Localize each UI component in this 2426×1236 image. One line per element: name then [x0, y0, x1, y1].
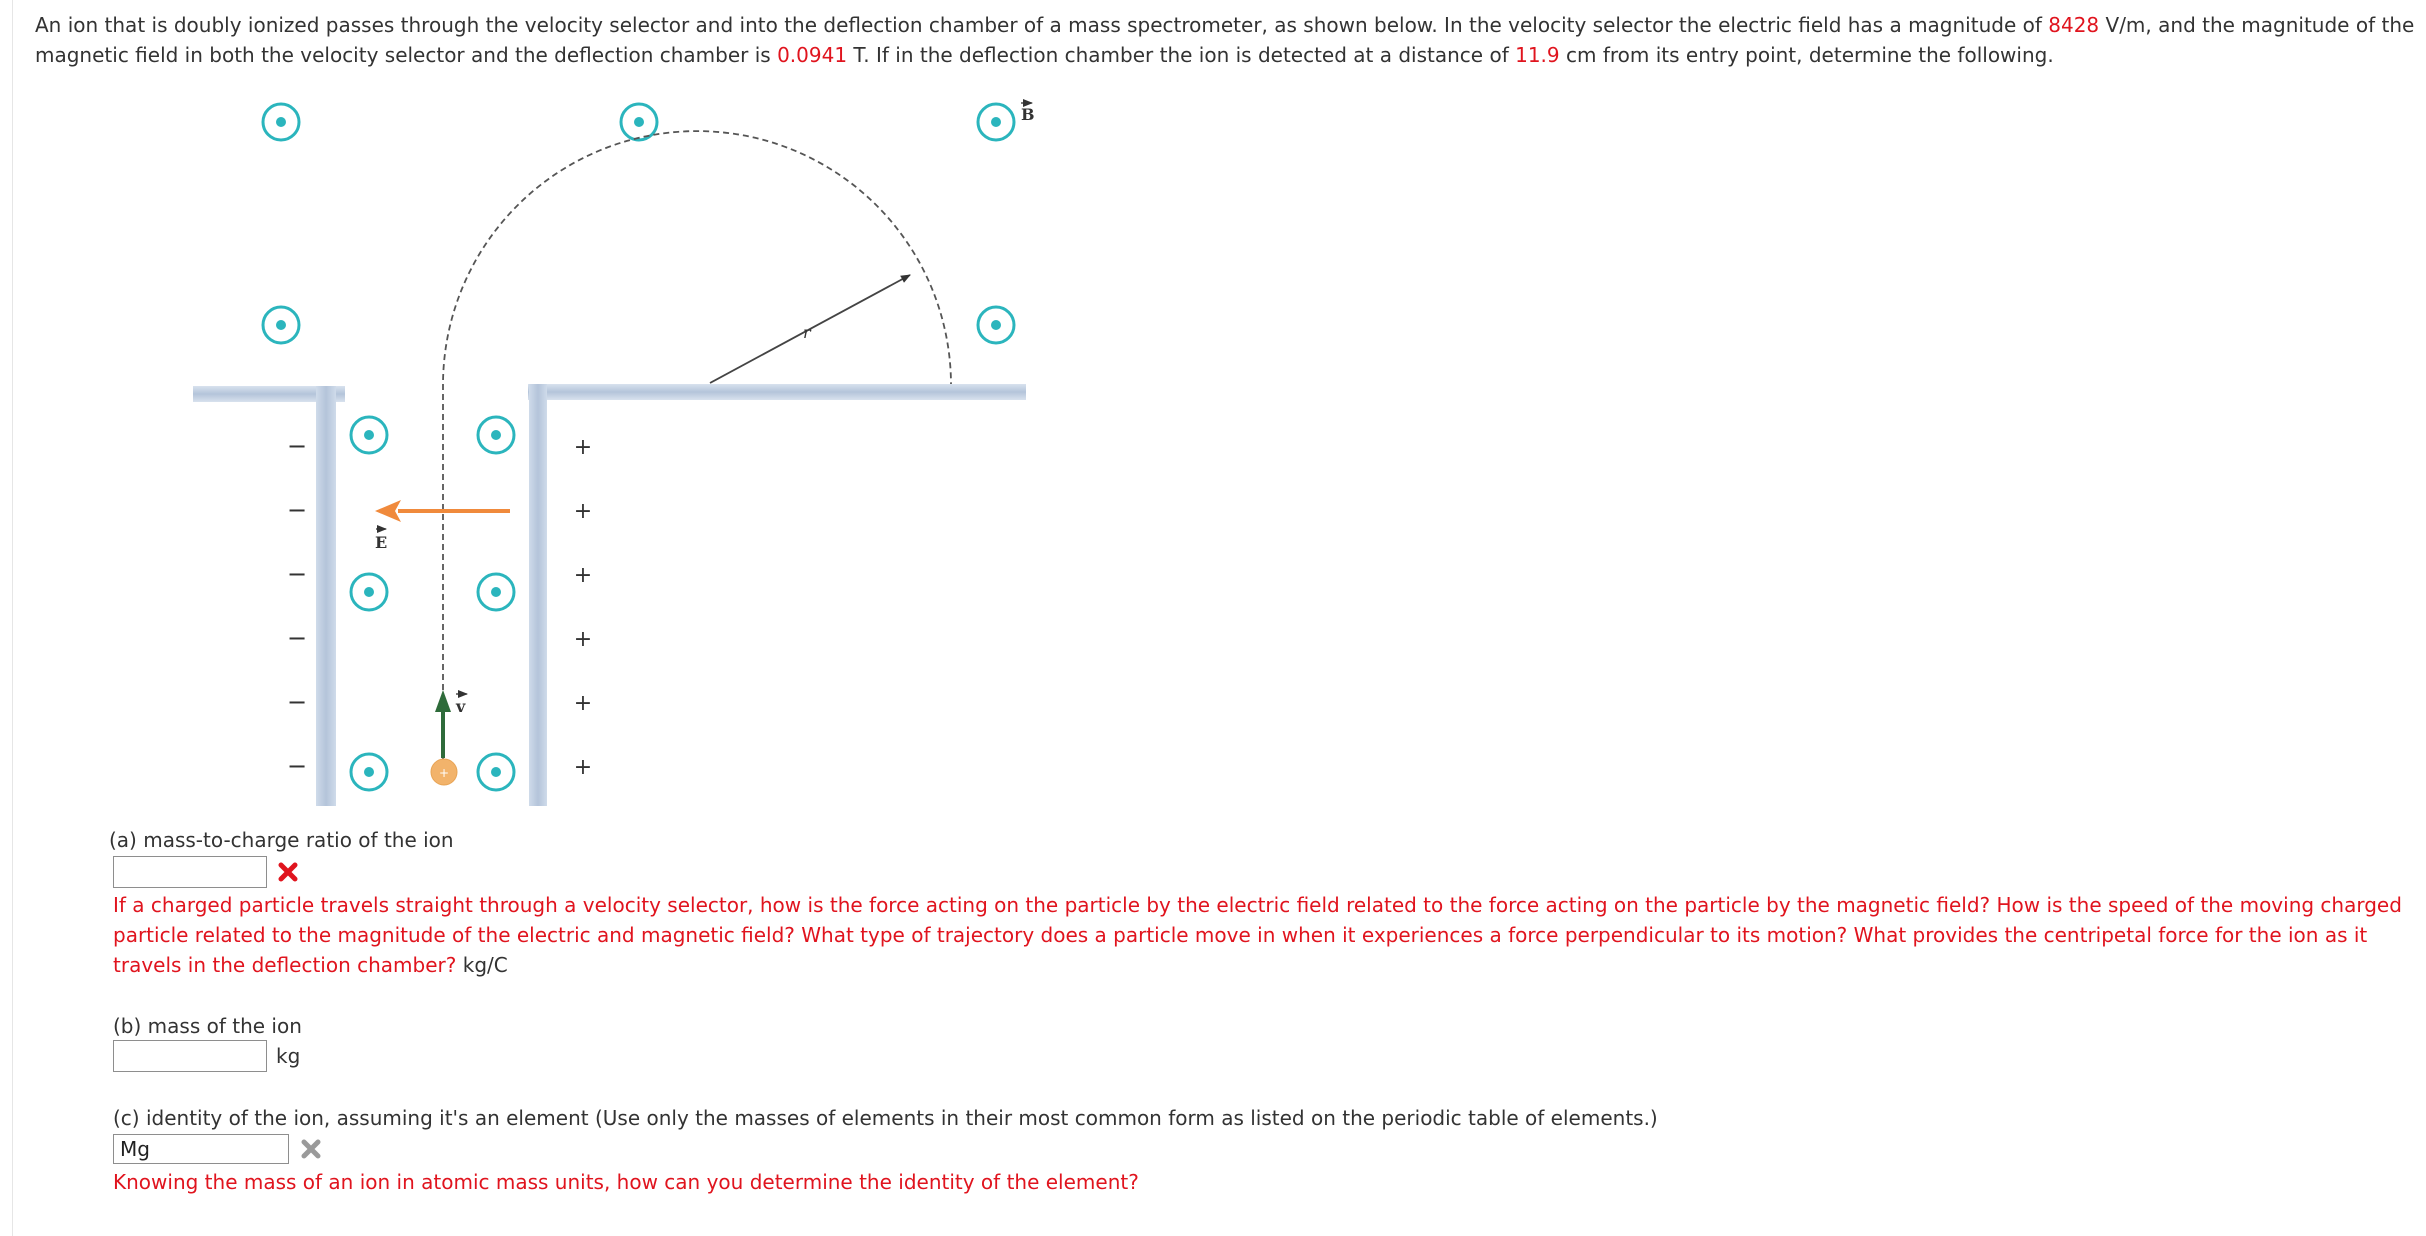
incorrect-x-icon	[276, 860, 300, 884]
problem-text: T. If in the deflection chamber the ion is detected at a distance of	[847, 43, 1516, 67]
svg-text:+: +	[573, 755, 593, 780]
question-page	[12, 0, 2426, 1236]
minus-signs	[287, 432, 307, 780]
part-a-hint-text: travels in the deflection chamber?	[113, 953, 457, 977]
b-field-dot-icon	[351, 417, 387, 453]
part-a-label: (a) mass-to-charge ratio of the ion	[109, 828, 454, 852]
b-field-dot-icon	[263, 104, 299, 140]
b-field-dot-icon	[478, 754, 514, 790]
part-a-hint-line-2: particle related to the magnitude of the electric and magnetic field? What type of trajectory does a particle move in when it experiences a force perpendicular to its motion? What provides the centripetal force for the ion as it	[113, 923, 2368, 947]
negative-plate	[316, 386, 336, 806]
distance-value: 11.9	[1515, 43, 1560, 67]
problem-text: cm from its entry point, determine the following.	[1559, 43, 2054, 67]
positive-plate	[529, 384, 547, 806]
ion-particle	[431, 759, 457, 785]
b-field-dot-icon	[978, 104, 1014, 140]
svg-text:−: −	[286, 560, 308, 588]
svg-text:+: +	[573, 627, 593, 652]
part-a-answer-input[interactable]	[113, 856, 267, 888]
radius-label: r	[803, 323, 811, 342]
problem-text: An ion that is doubly ionized passes through the velocity selector and into the deflection chamber of a mass spectrometer, as shown below. In the velocity selector the electric field has a magnitude of	[35, 13, 2049, 37]
svg-text:−: −	[286, 752, 308, 780]
svg-text:−: −	[286, 432, 308, 460]
right-top-plate	[528, 384, 1026, 400]
b-field-dot-icon	[351, 754, 387, 790]
svg-text:+: +	[573, 435, 593, 460]
svg-text:+: +	[438, 766, 450, 780]
incorrect-x-icon	[299, 1137, 323, 1161]
problem-text: magnetic field in both the velocity selector and the deflection chamber is	[35, 43, 778, 67]
svg-text:−: −	[286, 624, 308, 652]
part-b-answer-input[interactable]	[113, 1040, 267, 1072]
part-a-hint-line-3	[113, 950, 508, 980]
velocity-label: v	[456, 697, 466, 716]
part-b-unit: kg	[276, 1044, 301, 1068]
svg-text:−: −	[286, 496, 308, 524]
part-a-hint-line-1: If a charged particle travels straight through a velocity selector, how is the force acting on the particle by the electric field related to the force acting on the particle by the magnetic field? How is the speed of the moving charged	[113, 893, 2402, 917]
ion-trajectory	[443, 131, 951, 770]
electric-field-value: 8428	[2048, 13, 2100, 37]
mass-spectrometer-diagram	[13, 0, 1113, 830]
part-b-label: (b) mass of the ion	[113, 1014, 302, 1038]
svg-text:+: +	[573, 691, 593, 716]
b-field-dot-icon	[263, 307, 299, 343]
part-c-hint: Knowing the mass of an ion in atomic mass units, how can you determine the identity of the element?	[113, 1170, 1139, 1194]
velocity-arrow	[435, 690, 451, 758]
b-field-dot-icon	[621, 104, 657, 140]
b-field-label: B	[1021, 105, 1035, 124]
part-c-label: (c) identity of the ion, assuming it's an element (Use only the masses of elements in their most common form as listed on the periodic table of elements.)	[113, 1106, 1658, 1130]
electric-field-label: E	[375, 533, 388, 552]
b-field-dot-icon	[978, 307, 1014, 343]
magnetic-field-value: 0.0941	[777, 43, 848, 67]
part-c-answer-input[interactable]	[113, 1134, 289, 1164]
b-field-dot-icon	[478, 574, 514, 610]
part-a-unit: kg/C	[462, 953, 508, 977]
problem-text: V/m, and the magnitude of the	[2099, 13, 2415, 37]
svg-text:+: +	[573, 499, 593, 524]
plus-signs	[574, 435, 592, 780]
b-field-dot-icon	[478, 417, 514, 453]
svg-text:−: −	[286, 688, 308, 716]
svg-text:+: +	[573, 563, 593, 588]
b-field-dot-icon	[351, 574, 387, 610]
